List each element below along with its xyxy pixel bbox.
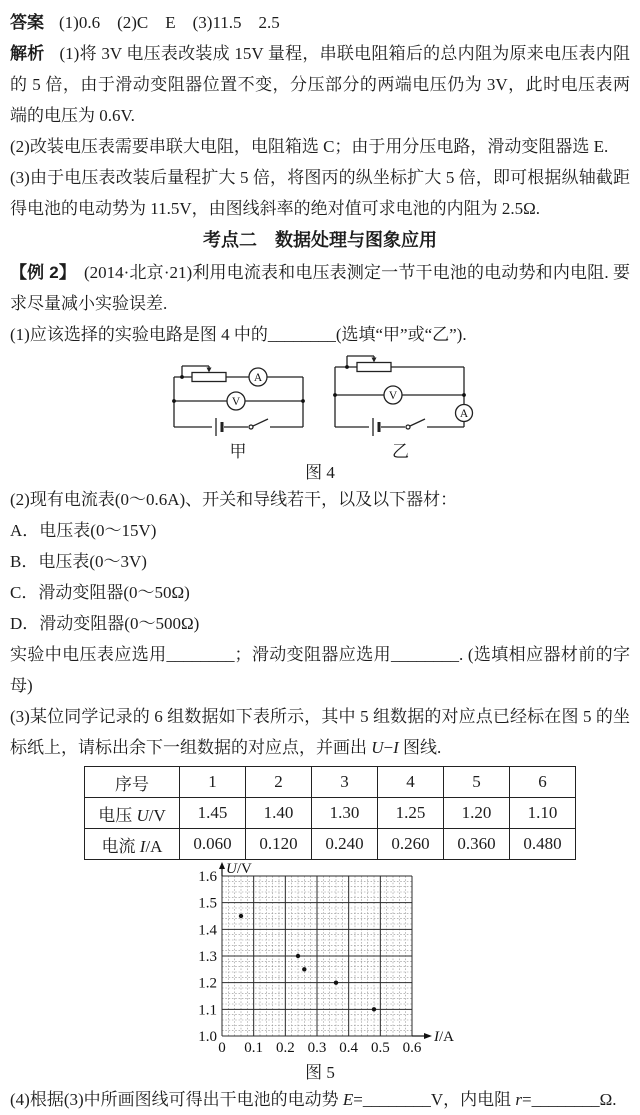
voltage-label-pre: 电压: [98, 805, 137, 825]
option-d: [10, 608, 630, 639]
analysis-paragraph-1: [10, 38, 630, 131]
data-point: [239, 914, 243, 918]
x-axis-arrow: [424, 1033, 432, 1039]
analysis-label: 解析: [10, 44, 45, 63]
table-corner-cell: 序号: [85, 767, 180, 798]
analysis-p3-text: (3)由于电压表改装后量程扩大 5 倍，将图丙的纵坐标扩大 5 倍，即可根据纵轴截距得电池的电动势为 11.5V，由图线斜率的绝对值可求电池的内阻为 2.5Ω.: [10, 168, 630, 218]
circuit-yi-label: 乙: [392, 442, 409, 461]
circuit-yi: [327, 353, 475, 461]
voltmeter-letter: V: [388, 390, 397, 402]
q3-dash: −: [383, 738, 394, 757]
y-tick-label: 1.5: [198, 895, 217, 912]
q2-fill-post-text: . (选填相应器材前的字母): [10, 645, 630, 695]
question-3-line: [10, 701, 630, 763]
q4-symbol-e: E: [342, 1090, 354, 1109]
answer-line: [10, 7, 630, 38]
x-tick-label: 0: [218, 1040, 226, 1056]
y-tick-label: 1.0: [198, 1029, 217, 1045]
example-label: 【例 2】: [10, 263, 77, 282]
voltmeter-letter: V: [231, 396, 240, 408]
q1-text-after: (选填“甲”或“乙”).: [335, 325, 467, 344]
q4-blank-1: ________: [362, 1090, 431, 1109]
y-tick-label: 1.3: [198, 949, 217, 965]
answer-label: 答案: [10, 13, 44, 32]
x-tick-label: 0.2: [275, 1040, 295, 1056]
junction-dot: [333, 393, 337, 397]
data-point: [372, 1007, 376, 1011]
current-row-label: [85, 829, 180, 860]
option-c-text: C．滑动变阻器(0～50Ω): [10, 583, 190, 602]
figure4-caption: 图 4: [305, 463, 335, 482]
voltage-cell: 1.20: [444, 798, 510, 829]
junction-dot: [345, 365, 349, 369]
question-2-fill-line: [10, 639, 630, 701]
option-c: [10, 577, 630, 608]
q3-tail-text: 图线.: [398, 738, 442, 757]
y-tick-label: 1.1: [198, 1002, 217, 1019]
q3-symbol-u: U: [371, 738, 384, 757]
table-col-header: 3: [312, 767, 378, 798]
figure5: [182, 862, 630, 1061]
current-cell: 0.120: [246, 829, 312, 860]
voltage-cell: 1.10: [510, 798, 576, 829]
junction-dot: [301, 399, 305, 403]
table-row-header: [85, 767, 576, 798]
table-row-voltage: [85, 798, 576, 829]
voltage-cell: 1.30: [312, 798, 378, 829]
voltage-cell: 1.25: [378, 798, 444, 829]
current-cell: 0.360: [444, 829, 510, 860]
q2-fill-mid-text: ；滑动变阻器应选用: [234, 645, 391, 664]
q4-blank-2: ________: [531, 1090, 600, 1109]
voltage-cell: 1.40: [246, 798, 312, 829]
switch-icon: [406, 425, 410, 429]
question-4-line: [10, 1084, 630, 1115]
current-cell: 0.480: [510, 829, 576, 860]
y-axis-arrow: [219, 862, 225, 869]
q2-intro-text: (2)现有电流表(0～0.6A)、开关和导线若干，以及以下器材：: [10, 490, 458, 509]
q2-blank-2: ________: [390, 645, 459, 664]
y-tick-label: 1.6: [198, 869, 217, 885]
data-point: [302, 967, 306, 971]
q1-text: (1)应该选择的实验电路是图 4 中的: [10, 325, 268, 344]
analysis-p1-text: (1)将 3V 电压表改装成 15V 量程，串联电阻箱后的总内阻为原来电压表内阻的 5 倍，由于滑动变阻器位置不变，分压部分的两端电压仍为 3V，此时电压表两端的电压为 0.6V.: [10, 44, 630, 125]
rheostat: [357, 363, 391, 372]
option-a: [10, 515, 630, 546]
x-tick-label: 0.5: [370, 1040, 390, 1056]
voltage-row-label: [85, 798, 180, 829]
voltage-label-post: /V: [148, 805, 166, 825]
table-col-header: 6: [510, 767, 576, 798]
data-point: [334, 981, 338, 985]
q4-equals-1: =: [353, 1090, 363, 1109]
data-point: [296, 954, 300, 958]
q4-equals-2: =: [522, 1090, 532, 1109]
junction-dot: [172, 399, 176, 403]
y-tick-label: 1.4: [198, 922, 217, 939]
ui-graph: [182, 862, 472, 1056]
x-axis-label: I/A: [434, 1029, 454, 1045]
data-table: [84, 766, 576, 860]
voltage-symbol: U: [136, 805, 149, 825]
circuit-yi-diagram: [327, 353, 475, 437]
circuit-jia-diagram: [166, 363, 311, 437]
q1-blank: ________: [267, 325, 336, 344]
option-b-text: B．电压表(0～3V): [10, 552, 147, 571]
y-tick-label: 1.2: [198, 975, 217, 992]
analysis-paragraph-3: [10, 162, 630, 224]
current-cell: 0.260: [378, 829, 444, 860]
current-label-pre: 电流: [101, 836, 140, 856]
circuit-jia: [166, 363, 311, 461]
q2-fill-text: 实验中电压表应选用: [10, 645, 167, 664]
q4-post-text: Ω.: [599, 1090, 617, 1109]
figure5-caption: 图 5: [305, 1063, 335, 1082]
x-tick-label: 0.1: [244, 1040, 264, 1056]
table-col-header: 4: [378, 767, 444, 798]
table-col-header: 1: [180, 767, 246, 798]
analysis-p2-text: (2)改装电压表需要串联大电阻，电阻箱选 C；由于用分压电路，滑动变阻器选 E.: [10, 137, 609, 156]
ammeter-letter: A: [253, 372, 262, 384]
ammeter-letter: A: [459, 408, 468, 420]
circuit-jia-label: 甲: [229, 442, 247, 461]
junction-dot: [462, 393, 466, 397]
slider-arrow-icon: [371, 358, 376, 363]
option-b: [10, 546, 630, 577]
switch-icon: [249, 425, 253, 429]
table-col-header: 5: [444, 767, 510, 798]
q4-symbol-r: r: [515, 1090, 523, 1109]
analysis-paragraph-2: [10, 131, 630, 162]
current-label-post: /A: [145, 836, 163, 856]
x-tick-label: 0.4: [339, 1040, 359, 1056]
q3-symbol-i: I: [393, 738, 399, 757]
slider-arrow-icon: [206, 368, 211, 373]
example-text: (2014·北京·21)利用电流表和电压表测定一节干电池的电动势和内电阻. 要求尽量减小实验误差.: [10, 263, 630, 313]
option-d-text: D．滑动变阻器(0～500Ω): [10, 614, 200, 633]
example-paragraph: [10, 257, 630, 319]
x-tick-label: 0.3: [307, 1040, 327, 1056]
q4-text: (4)根据(3)中所画图线可得出干电池的电动势: [10, 1090, 343, 1109]
q2-blank-1: ________: [166, 645, 235, 664]
current-symbol: I: [139, 836, 146, 856]
current-cell: 0.060: [180, 829, 246, 860]
q4-mid-text: V，内电阻: [430, 1090, 516, 1109]
question-1-line: [10, 319, 630, 350]
junction-dot: [180, 375, 184, 379]
y-axis-label: U/V: [226, 862, 252, 877]
answer-text: (1)0.6 (2)C E (3)11.5 2.5: [59, 13, 280, 32]
table-row-current: [85, 829, 576, 860]
q3-text: (3)某位同学记录的 6 组数据如下表所示，其中 5 组数据的对应点已经标在图 5 的坐标纸上，请标出余下一组数据的对应点，并画出: [10, 707, 630, 757]
figure4: [10, 353, 630, 461]
section-title: 考点二 数据处理与图象应用: [203, 230, 437, 250]
rheostat: [192, 373, 226, 382]
question-2-intro: [10, 484, 630, 515]
option-a-text: A．电压表(0～15V): [10, 521, 157, 540]
table-col-header: 2: [246, 767, 312, 798]
x-tick-label: 0.6: [402, 1040, 422, 1056]
voltage-cell: 1.45: [180, 798, 246, 829]
current-cell: 0.240: [312, 829, 378, 860]
